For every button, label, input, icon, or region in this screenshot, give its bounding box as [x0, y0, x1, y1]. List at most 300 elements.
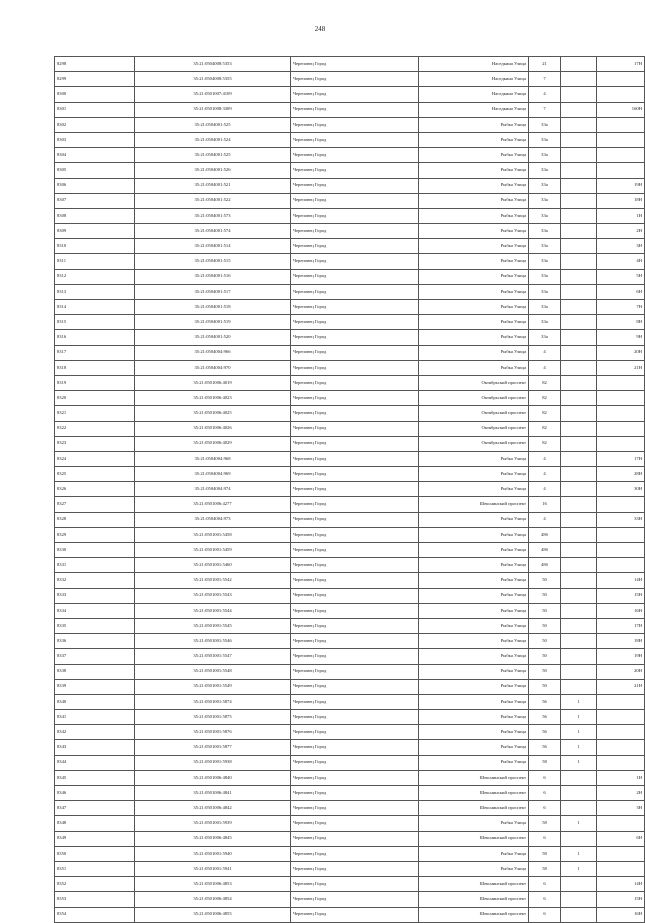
row-number-cell: 8327: [55, 497, 135, 512]
cadastral-number-cell: 35:21:0501006:4855: [135, 907, 291, 922]
building-cell: [561, 679, 597, 694]
building-cell: [561, 421, 597, 436]
cadastral-number-cell: 35:21:0504004:970: [135, 360, 291, 375]
city-cell: Череповец Город: [291, 239, 419, 254]
street-cell: Рыбка Улица: [419, 482, 529, 497]
row-number-cell: 8330: [55, 543, 135, 558]
street-cell: Рыбка Улица: [419, 132, 529, 147]
city-cell: Череповец Город: [291, 907, 419, 922]
table-row: [55, 436, 645, 451]
premises-cell: 16Н: [597, 603, 645, 618]
table-row: [55, 831, 645, 846]
table-row: [55, 543, 645, 558]
city-cell: Череповец Город: [291, 710, 419, 725]
premises-cell: 17Н: [597, 57, 645, 72]
cadastral-number-cell: 35:21:0501006:4842: [135, 801, 291, 816]
building-cell: [561, 634, 597, 649]
house-number-cell: 48б: [529, 527, 561, 542]
cadastral-number-cell: 35:21:0504001:525: [135, 148, 291, 163]
table-row: [55, 694, 645, 709]
building-cell: 1: [561, 846, 597, 861]
house-number-cell: 21: [529, 57, 561, 72]
house-number-cell: 33а: [529, 330, 561, 345]
city-cell: Череповец Город: [291, 178, 419, 193]
city-cell: Череповец Город: [291, 436, 419, 451]
table-row: [55, 770, 645, 785]
street-cell: Рыбка Улица: [419, 193, 529, 208]
row-number-cell: 8326: [55, 482, 135, 497]
cadastral-number-cell: 35:21:0501001:5876: [135, 725, 291, 740]
city-cell: Череповец Город: [291, 573, 419, 588]
city-cell: Череповец Город: [291, 755, 419, 770]
street-cell: Октябрьский проспект: [419, 406, 529, 421]
city-cell: Череповец Город: [291, 527, 419, 542]
cadastral-number-cell: 35:21:0501001:5938: [135, 755, 291, 770]
house-number-cell: 4: [529, 451, 561, 466]
building-cell: [561, 497, 597, 512]
table-row: [55, 360, 645, 375]
street-cell: Рыбка Улица: [419, 254, 529, 269]
building-cell: 1: [561, 755, 597, 770]
street-cell: Октябрьский проспект: [419, 436, 529, 451]
row-number-cell: 8315: [55, 315, 135, 330]
house-number-cell: 50: [529, 679, 561, 694]
cadastral-number-cell: 35:21:0501001:5460: [135, 558, 291, 573]
house-number-cell: 58: [529, 846, 561, 861]
city-cell: Череповец Город: [291, 330, 419, 345]
premises-cell: 2Н: [597, 224, 645, 239]
city-cell: Череповец Город: [291, 467, 419, 482]
building-cell: [561, 786, 597, 801]
table-row: [55, 391, 645, 406]
city-cell: Череповец Город: [291, 694, 419, 709]
cadastral-number-cell: 35:21:0501001:5939: [135, 816, 291, 831]
city-cell: Череповец Город: [291, 375, 419, 390]
house-number-cell: 82: [529, 436, 561, 451]
cadastral-number-cell: 35:21:0501001:5545: [135, 618, 291, 633]
cadastral-number-cell: 35:21:0504001:519: [135, 315, 291, 330]
row-number-cell: 8317: [55, 345, 135, 360]
table-body: [55, 57, 645, 923]
cadastral-number-cell: 35:21:0501001:5547: [135, 649, 291, 664]
table-row: [55, 512, 645, 527]
house-number-cell: 56: [529, 694, 561, 709]
house-number-cell: 58: [529, 755, 561, 770]
row-number-cell: 8309: [55, 224, 135, 239]
cadastral-number-cell: 35:21:0501001:5548: [135, 664, 291, 679]
building-cell: [561, 178, 597, 193]
premises-cell: [597, 846, 645, 861]
row-number-cell: 8307: [55, 193, 135, 208]
property-register-table: [54, 56, 645, 923]
street-cell: Рыбка Улица: [419, 512, 529, 527]
cadastral-number-cell: 35:21:0504001:522: [135, 193, 291, 208]
house-number-cell: 50: [529, 618, 561, 633]
building-cell: [561, 117, 597, 132]
city-cell: Череповец Город: [291, 725, 419, 740]
city-cell: Череповец Город: [291, 148, 419, 163]
street-cell: Рыбка Улица: [419, 284, 529, 299]
building-cell: [561, 436, 597, 451]
house-number-cell: 33а: [529, 224, 561, 239]
premises-cell: 17Н: [597, 618, 645, 633]
street-cell: Рыбка Улица: [419, 861, 529, 876]
row-number-cell: 8305: [55, 163, 135, 178]
cadastral-number-cell: 35:21:0501007:4109: [135, 87, 291, 102]
cadastral-number-cell: 35:21:0504001:574: [135, 224, 291, 239]
house-number-cell: 33а: [529, 208, 561, 223]
building-cell: [561, 87, 597, 102]
premises-cell: 6Н: [597, 284, 645, 299]
cadastral-number-cell: 35:21:0504001:515: [135, 254, 291, 269]
premises-cell: [597, 117, 645, 132]
premises-cell: [597, 558, 645, 573]
row-number-cell: 8319: [55, 375, 135, 390]
city-cell: Череповец Город: [291, 877, 419, 892]
city-cell: Череповец Город: [291, 786, 419, 801]
premises-cell: [597, 375, 645, 390]
street-cell: Рыбка Улица: [419, 725, 529, 740]
building-cell: [561, 588, 597, 603]
cadastral-number-cell: 35:21:0504004:966: [135, 345, 291, 360]
house-number-cell: 33а: [529, 284, 561, 299]
cadastral-number-cell: 35:21:0504004:969: [135, 467, 291, 482]
building-cell: [561, 132, 597, 147]
house-number-cell: 4: [529, 345, 561, 360]
premises-cell: [597, 163, 645, 178]
premises-cell: 4Н: [597, 254, 645, 269]
row-number-cell: 8304: [55, 148, 135, 163]
street-cell: Рыбка Улица: [419, 710, 529, 725]
table-row: [55, 573, 645, 588]
house-number-cell: 82: [529, 406, 561, 421]
city-cell: Череповец Город: [291, 664, 419, 679]
city-cell: Череповец Город: [291, 345, 419, 360]
row-number-cell: 8347: [55, 801, 135, 816]
row-number-cell: 8348: [55, 816, 135, 831]
cadastral-number-cell: 35:21:0501008:3309: [135, 102, 291, 117]
premises-cell: 160Н: [597, 102, 645, 117]
row-number-cell: 8344: [55, 755, 135, 770]
street-cell: Рыбка Улица: [419, 603, 529, 618]
house-number-cell: 82: [529, 391, 561, 406]
city-cell: Череповец Город: [291, 360, 419, 375]
table-row: [55, 907, 645, 922]
row-number-cell: 8337: [55, 649, 135, 664]
house-number-cell: 58: [529, 816, 561, 831]
table-row: [55, 208, 645, 223]
cadastral-number-cell: 35:21:0501001:5543: [135, 588, 291, 603]
table-row: [55, 725, 645, 740]
cadastral-number-cell: 35:21:0501001:5544: [135, 603, 291, 618]
house-number-cell: 6: [529, 907, 561, 922]
table-row: [55, 816, 645, 831]
row-number-cell: 8321: [55, 406, 135, 421]
city-cell: Череповец Город: [291, 57, 419, 72]
table-row: [55, 406, 645, 421]
row-number-cell: 8306: [55, 178, 135, 193]
house-number-cell: 33а: [529, 163, 561, 178]
city-cell: Череповец Город: [291, 543, 419, 558]
premises-cell: [597, 755, 645, 770]
building-cell: [561, 360, 597, 375]
building-cell: [561, 573, 597, 588]
premises-cell: 9Н: [597, 330, 645, 345]
table-row: [55, 239, 645, 254]
cadastral-number-cell: 35:21:0501006:4840: [135, 770, 291, 785]
house-number-cell: 48б: [529, 543, 561, 558]
city-cell: Череповец Город: [291, 649, 419, 664]
cadastral-number-cell: 35:21:0504001:525: [135, 117, 291, 132]
house-number-cell: 33а: [529, 239, 561, 254]
cadastral-number-cell: 35:21:0504001:518: [135, 300, 291, 315]
street-cell: Шекснинский проспект: [419, 497, 529, 512]
cadastral-number-cell: 35:21:0501006:4841: [135, 786, 291, 801]
premises-cell: [597, 861, 645, 876]
page-number: 248: [314, 25, 326, 33]
street-cell: Рыбка Улица: [419, 117, 529, 132]
house-number-cell: 56: [529, 740, 561, 755]
row-number-cell: 8313: [55, 284, 135, 299]
row-number-cell: 8354: [55, 907, 135, 922]
city-cell: Череповец Город: [291, 87, 419, 102]
premises-cell: [597, 148, 645, 163]
premises-cell: 3Н: [597, 239, 645, 254]
city-cell: Череповец Город: [291, 451, 419, 466]
cadastral-number-cell: 35:21:0501001:5458: [135, 527, 291, 542]
cadastral-number-cell: 35:21:0501001:5542: [135, 573, 291, 588]
row-number-cell: 8335: [55, 618, 135, 633]
building-cell: [561, 467, 597, 482]
street-cell: Рыбка Улица: [419, 558, 529, 573]
cadastral-number-cell: 35:21:0504004:973: [135, 512, 291, 527]
city-cell: Череповец Город: [291, 102, 419, 117]
street-cell: Шекснинский проспект: [419, 892, 529, 907]
house-number-cell: 4: [529, 482, 561, 497]
table-row: [55, 740, 645, 755]
premises-cell: 17Н: [597, 451, 645, 466]
table-row: [55, 664, 645, 679]
table-row: [55, 117, 645, 132]
row-number-cell: 8331: [55, 558, 135, 573]
premises-cell: [597, 710, 645, 725]
cadastral-number-cell: 35:21:0504008:5353: [135, 57, 291, 72]
row-number-cell: 8316: [55, 330, 135, 345]
premises-cell: 6Н: [597, 831, 645, 846]
row-number-cell: 8323: [55, 436, 135, 451]
house-number-cell: 50: [529, 634, 561, 649]
table-row: [55, 618, 645, 633]
city-cell: Череповец Город: [291, 254, 419, 269]
building-cell: [561, 391, 597, 406]
premises-cell: [597, 72, 645, 87]
city-cell: Череповец Город: [291, 618, 419, 633]
cadastral-number-cell: 35:21:0501006:4277: [135, 497, 291, 512]
building-cell: [561, 451, 597, 466]
table-row: [55, 451, 645, 466]
cadastral-number-cell: 35:21:0501006:4029: [135, 436, 291, 451]
house-number-cell: 56: [529, 710, 561, 725]
building-cell: [561, 193, 597, 208]
city-cell: Череповец Город: [291, 861, 419, 876]
building-cell: [561, 315, 597, 330]
house-number-cell: 82: [529, 421, 561, 436]
building-cell: [561, 801, 597, 816]
row-number-cell: 8320: [55, 391, 135, 406]
cadastral-number-cell: 35:21:0501001:5546: [135, 634, 291, 649]
street-cell: Рыбка Улица: [419, 618, 529, 633]
building-cell: [561, 527, 597, 542]
row-number-cell: 8299: [55, 72, 135, 87]
row-number-cell: 8350: [55, 846, 135, 861]
row-number-cell: 8328: [55, 512, 135, 527]
cadastral-number-cell: 35:21:0501006:4023: [135, 391, 291, 406]
city-cell: Череповец Город: [291, 208, 419, 223]
house-number-cell: 4: [529, 87, 561, 102]
building-cell: [561, 831, 597, 846]
premises-cell: [597, 694, 645, 709]
table-row: [55, 254, 645, 269]
premises-cell: [597, 497, 645, 512]
row-number-cell: 8303: [55, 132, 135, 147]
table-row: [55, 224, 645, 239]
row-number-cell: 8338: [55, 664, 135, 679]
building-cell: [561, 345, 597, 360]
premises-cell: 1Н: [597, 208, 645, 223]
premises-cell: 20Н: [597, 345, 645, 360]
premises-cell: [597, 740, 645, 755]
building-cell: [561, 375, 597, 390]
building-cell: [561, 163, 597, 178]
city-cell: Череповец Город: [291, 679, 419, 694]
city-cell: Череповец Город: [291, 72, 419, 87]
table-row: [55, 710, 645, 725]
cadastral-number-cell: 35:21:0501001:5940: [135, 846, 291, 861]
row-number-cell: 8322: [55, 421, 135, 436]
building-cell: [561, 907, 597, 922]
table-row: [55, 877, 645, 892]
city-cell: Череповец Город: [291, 315, 419, 330]
table-row: [55, 679, 645, 694]
table-row: [55, 846, 645, 861]
building-cell: [561, 406, 597, 421]
cadastral-number-cell: 35:21:0501001:5549: [135, 679, 291, 694]
cadastral-number-cell: 35:21:0504001:516: [135, 269, 291, 284]
premises-cell: 18Н: [597, 634, 645, 649]
row-number-cell: 8311: [55, 254, 135, 269]
house-number-cell: 33а: [529, 117, 561, 132]
table-row: [55, 72, 645, 87]
table-row: [55, 421, 645, 436]
street-cell: Шекснинский проспект: [419, 786, 529, 801]
premises-cell: 20Н: [597, 664, 645, 679]
street-cell: Шекснинский проспект: [419, 801, 529, 816]
table-row: [55, 315, 645, 330]
street-cell: Октябрьский проспект: [419, 391, 529, 406]
cadastral-number-cell: 35:21:0504001:524: [135, 132, 291, 147]
city-cell: Череповец Город: [291, 588, 419, 603]
row-number-cell: 8302: [55, 117, 135, 132]
table-row: [55, 603, 645, 618]
city-cell: Череповец Город: [291, 391, 419, 406]
row-number-cell: 8346: [55, 786, 135, 801]
house-number-cell: 58: [529, 861, 561, 876]
building-cell: 1: [561, 740, 597, 755]
house-number-cell: 4: [529, 360, 561, 375]
street-cell: Рыбка Улица: [419, 163, 529, 178]
building-cell: [561, 239, 597, 254]
building-cell: [561, 57, 597, 72]
cadastral-number-cell: 35:21:0501001:5875: [135, 710, 291, 725]
premises-cell: 15Н: [597, 892, 645, 907]
premises-cell: [597, 816, 645, 831]
street-cell: Шекснинский проспект: [419, 770, 529, 785]
building-cell: 1: [561, 694, 597, 709]
table-row: [55, 801, 645, 816]
table-row: [55, 163, 645, 178]
table-row: [55, 330, 645, 345]
table-row: [55, 649, 645, 664]
street-cell: Наседкина Улица: [419, 87, 529, 102]
premises-cell: [597, 725, 645, 740]
row-number-cell: 8301: [55, 102, 135, 117]
city-cell: Череповец Город: [291, 740, 419, 755]
street-cell: Рыбка Улица: [419, 740, 529, 755]
row-number-cell: 8334: [55, 603, 135, 618]
city-cell: Череповец Город: [291, 816, 419, 831]
table-row: [55, 284, 645, 299]
street-cell: Рыбка Улица: [419, 573, 529, 588]
premises-cell: 2Н: [597, 786, 645, 801]
house-number-cell: 50: [529, 588, 561, 603]
premises-cell: [597, 436, 645, 451]
table-row: [55, 148, 645, 163]
house-number-cell: 6: [529, 877, 561, 892]
row-number-cell: 8318: [55, 360, 135, 375]
cadastral-number-cell: 35:21:0501006:4019: [135, 375, 291, 390]
premises-cell: 8Н: [597, 315, 645, 330]
street-cell: Наседкина Улица: [419, 72, 529, 87]
street-cell: Шекснинский проспект: [419, 877, 529, 892]
premises-cell: 7Н: [597, 300, 645, 315]
cadastral-number-cell: 35:21:0504001:514: [135, 239, 291, 254]
street-cell: Рыбка Улица: [419, 649, 529, 664]
city-cell: Череповец Город: [291, 269, 419, 284]
cadastral-number-cell: 35:21:0501001:5877: [135, 740, 291, 755]
house-number-cell: 16: [529, 497, 561, 512]
street-cell: Октябрьский проспект: [419, 375, 529, 390]
city-cell: Череповец Город: [291, 497, 419, 512]
premises-cell: 16Н: [597, 907, 645, 922]
city-cell: Череповец Город: [291, 634, 419, 649]
cadastral-number-cell: 35:21:0501006:4853: [135, 877, 291, 892]
cadastral-number-cell: 35:21:0501001:5459: [135, 543, 291, 558]
premises-cell: 1Н: [597, 770, 645, 785]
row-number-cell: 8308: [55, 208, 135, 223]
house-number-cell: 7: [529, 102, 561, 117]
cadastral-number-cell: 35:21:0501001:5941: [135, 861, 291, 876]
row-number-cell: 8339: [55, 679, 135, 694]
table-row: [55, 482, 645, 497]
premises-cell: 14Н: [597, 877, 645, 892]
street-cell: Рыбка Улица: [419, 269, 529, 284]
building-cell: [561, 877, 597, 892]
city-cell: Череповец Город: [291, 482, 419, 497]
house-number-cell: 33а: [529, 132, 561, 147]
street-cell: Рыбка Улица: [419, 527, 529, 542]
house-number-cell: 6: [529, 892, 561, 907]
table-row: [55, 892, 645, 907]
